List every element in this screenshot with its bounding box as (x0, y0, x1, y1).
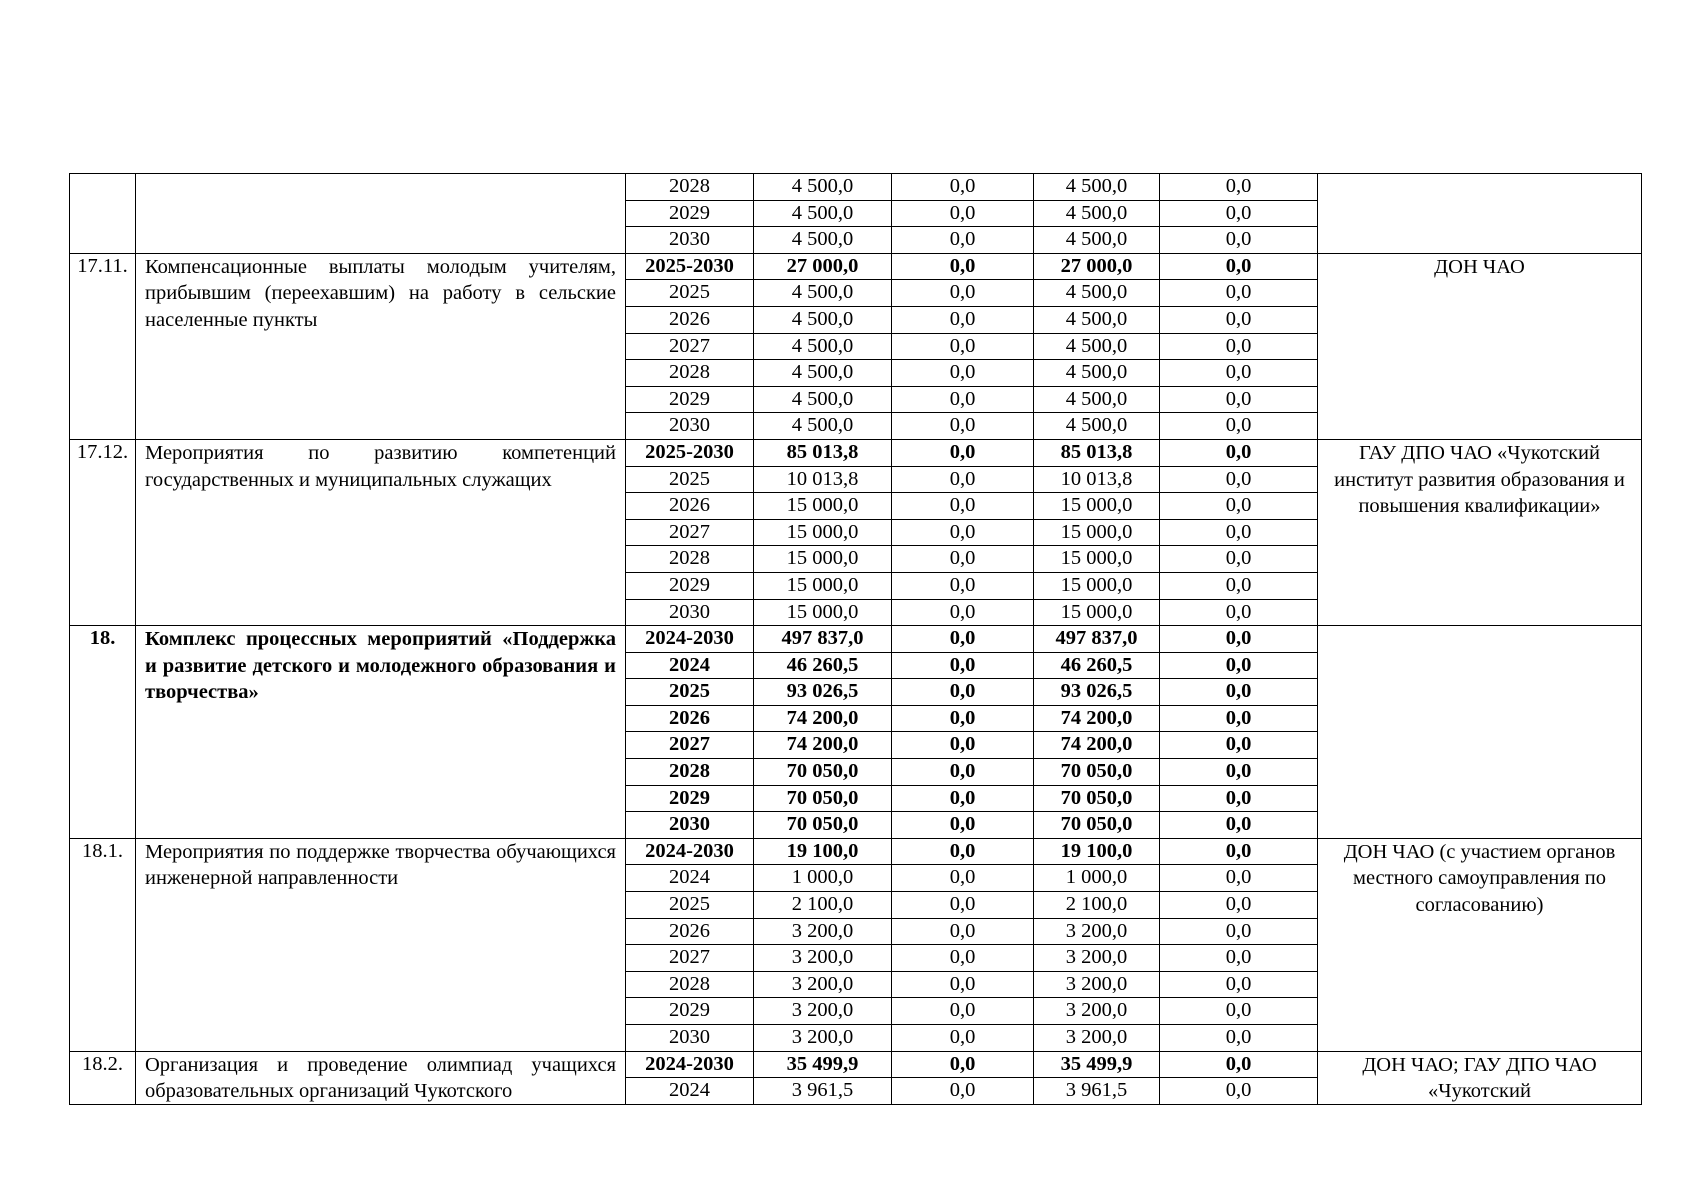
regional-budget-value: 2 100,0 (1034, 892, 1160, 919)
other-sources-value: 0,0 (1160, 812, 1318, 839)
other-sources-value: 0,0 (1160, 1025, 1318, 1052)
year-cell: 2029 (626, 998, 754, 1025)
other-sources-value: 0,0 (1160, 493, 1318, 520)
other-sources-value: 0,0 (1160, 333, 1318, 360)
other-sources-value: 0,0 (1160, 679, 1318, 706)
federal-budget-value: 0,0 (892, 466, 1034, 493)
regional-budget-value: 74 200,0 (1034, 732, 1160, 759)
other-sources-value: 0,0 (1160, 732, 1318, 759)
other-sources-value: 0,0 (1160, 253, 1318, 280)
regional-budget-value: 70 050,0 (1034, 785, 1160, 812)
federal-budget-value: 0,0 (892, 679, 1034, 706)
federal-budget-value: 0,0 (892, 626, 1034, 653)
total-value: 93 026,5 (754, 679, 892, 706)
year-cell: 2025 (626, 280, 754, 307)
regional-budget-value: 15 000,0 (1034, 599, 1160, 626)
executor (1318, 1051, 1642, 1104)
federal-budget-value: 0,0 (892, 280, 1034, 307)
federal-budget-value: 0,0 (892, 892, 1034, 919)
item-name-text: Комплекс процессных мероприятий «Поддержка и развитие детского и молодежного образования и творчества» (145, 628, 616, 704)
year-cell: 2030 (626, 1025, 754, 1052)
federal-budget-value: 0,0 (892, 1025, 1034, 1052)
federal-budget-value: 0,0 (892, 413, 1034, 440)
total-value: 19 100,0 (754, 838, 892, 865)
other-sources-value: 0,0 (1160, 785, 1318, 812)
other-sources-value: 0,0 (1160, 759, 1318, 786)
item-name-text: Мероприятия по развитию компетенций государственных и муниципальных служащих (145, 441, 616, 491)
other-sources-value: 0,0 (1160, 227, 1318, 254)
total-value: 4 500,0 (754, 413, 892, 440)
federal-budget-value: 0,0 (892, 572, 1034, 599)
regional-budget-value: 1 000,0 (1034, 865, 1160, 892)
table-body (70, 174, 1642, 1105)
other-sources-value: 0,0 (1160, 439, 1318, 466)
total-value: 4 500,0 (754, 306, 892, 333)
regional-budget-value: 35 499,9 (1034, 1051, 1160, 1078)
federal-budget-value: 0,0 (892, 652, 1034, 679)
other-sources-value: 0,0 (1160, 626, 1318, 653)
regional-budget-value: 3 200,0 (1034, 971, 1160, 998)
table-row (70, 1051, 1642, 1078)
regional-budget-value: 3 961,5 (1034, 1078, 1160, 1105)
executor (1318, 253, 1642, 439)
regional-budget-value: 15 000,0 (1034, 572, 1160, 599)
other-sources-value: 0,0 (1160, 865, 1318, 892)
year-cell: 2030 (626, 227, 754, 254)
total-value: 4 500,0 (754, 360, 892, 387)
other-sources-value: 0,0 (1160, 599, 1318, 626)
executor (1318, 626, 1642, 839)
federal-budget-value: 0,0 (892, 1078, 1034, 1105)
total-value: 70 050,0 (754, 812, 892, 839)
total-value: 46 260,5 (754, 652, 892, 679)
other-sources-value: 0,0 (1160, 838, 1318, 865)
total-value: 4 500,0 (754, 200, 892, 227)
regional-budget-value: 3 200,0 (1034, 1025, 1160, 1052)
regional-budget-value: 4 500,0 (1034, 386, 1160, 413)
federal-budget-value: 0,0 (892, 439, 1034, 466)
federal-budget-value: 0,0 (892, 918, 1034, 945)
year-cell: 2026 (626, 705, 754, 732)
federal-budget-value: 0,0 (892, 360, 1034, 387)
regional-budget-value: 4 500,0 (1034, 333, 1160, 360)
federal-budget-value: 0,0 (892, 227, 1034, 254)
regional-budget-value: 70 050,0 (1034, 759, 1160, 786)
other-sources-value: 0,0 (1160, 945, 1318, 972)
total-value: 3 200,0 (754, 918, 892, 945)
year-cell: 2030 (626, 413, 754, 440)
federal-budget-value: 0,0 (892, 759, 1034, 786)
total-value: 15 000,0 (754, 546, 892, 573)
year-cell: 2028 (626, 174, 754, 201)
item-name-text: Компенсационные выплаты молодым учителям, прибывшим (переехавшим) на работу в сельские населенные пункты (145, 255, 616, 331)
total-value: 15 000,0 (754, 493, 892, 520)
item-name (136, 253, 626, 439)
federal-budget-value: 0,0 (892, 333, 1034, 360)
year-cell: 2030 (626, 599, 754, 626)
year-cell: 2028 (626, 971, 754, 998)
year-cell: 2024-2030 (626, 1051, 754, 1078)
item-number: 18.2. (70, 1051, 136, 1104)
federal-budget-value: 0,0 (892, 838, 1034, 865)
total-value: 74 200,0 (754, 705, 892, 732)
federal-budget-value: 0,0 (892, 865, 1034, 892)
year-cell: 2025-2030 (626, 253, 754, 280)
year-cell: 2025-2030 (626, 439, 754, 466)
year-cell: 2024-2030 (626, 626, 754, 653)
executor-text: ДОН ЧАО; ГАУ ДПО ЧАО «Чукотский (1362, 1053, 1597, 1103)
year-cell: 2024-2030 (626, 838, 754, 865)
regional-budget-value: 15 000,0 (1034, 519, 1160, 546)
other-sources-value: 0,0 (1160, 280, 1318, 307)
regional-budget-value: 74 200,0 (1034, 705, 1160, 732)
total-value: 35 499,9 (754, 1051, 892, 1078)
item-name-text: Организация и проведение олимпиад учащихся образовательных организаций Чукотского (145, 1053, 616, 1103)
executor (1318, 838, 1642, 1051)
regional-budget-value: 4 500,0 (1034, 200, 1160, 227)
total-value: 3 200,0 (754, 945, 892, 972)
total-value: 3 200,0 (754, 998, 892, 1025)
total-value: 4 500,0 (754, 386, 892, 413)
other-sources-value: 0,0 (1160, 360, 1318, 387)
total-value: 70 050,0 (754, 785, 892, 812)
year-cell: 2025 (626, 679, 754, 706)
federal-budget-value: 0,0 (892, 812, 1034, 839)
year-cell: 2028 (626, 360, 754, 387)
regional-budget-value: 4 500,0 (1034, 413, 1160, 440)
year-cell: 2028 (626, 759, 754, 786)
year-cell: 2025 (626, 466, 754, 493)
federal-budget-value: 0,0 (892, 945, 1034, 972)
regional-budget-value: 46 260,5 (1034, 652, 1160, 679)
federal-budget-value: 0,0 (892, 785, 1034, 812)
item-number: 17.11. (70, 253, 136, 439)
year-cell: 2025 (626, 892, 754, 919)
executor (1318, 174, 1642, 254)
year-cell: 2024 (626, 1078, 754, 1105)
total-value: 4 500,0 (754, 280, 892, 307)
year-cell: 2027 (626, 732, 754, 759)
item-name (136, 439, 626, 625)
total-value: 4 500,0 (754, 333, 892, 360)
federal-budget-value: 0,0 (892, 971, 1034, 998)
year-cell: 2030 (626, 812, 754, 839)
federal-budget-value: 0,0 (892, 174, 1034, 201)
federal-budget-value: 0,0 (892, 1051, 1034, 1078)
federal-budget-value: 0,0 (892, 386, 1034, 413)
item-name (136, 838, 626, 1051)
year-cell: 2026 (626, 493, 754, 520)
regional-budget-value: 3 200,0 (1034, 945, 1160, 972)
executor-text: ДОН ЧАО (1434, 255, 1525, 278)
table-row (70, 838, 1642, 865)
federal-budget-value: 0,0 (892, 705, 1034, 732)
other-sources-value: 0,0 (1160, 306, 1318, 333)
other-sources-value: 0,0 (1160, 892, 1318, 919)
year-cell: 2029 (626, 785, 754, 812)
regional-budget-value: 3 200,0 (1034, 998, 1160, 1025)
total-value: 497 837,0 (754, 626, 892, 653)
table-row (70, 626, 1642, 653)
regional-budget-value: 4 500,0 (1034, 227, 1160, 254)
year-cell: 2029 (626, 572, 754, 599)
other-sources-value: 0,0 (1160, 466, 1318, 493)
other-sources-value: 0,0 (1160, 413, 1318, 440)
other-sources-value: 0,0 (1160, 572, 1318, 599)
regional-budget-value: 15 000,0 (1034, 546, 1160, 573)
executor-text: ДОН ЧАО (с участием органов местного самоуправления по согласованию) (1343, 840, 1616, 917)
regional-budget-value: 4 500,0 (1034, 280, 1160, 307)
federal-budget-value: 0,0 (892, 519, 1034, 546)
other-sources-value: 0,0 (1160, 546, 1318, 573)
year-cell: 2026 (626, 918, 754, 945)
federal-budget-value: 0,0 (892, 732, 1034, 759)
other-sources-value: 0,0 (1160, 998, 1318, 1025)
other-sources-value: 0,0 (1160, 519, 1318, 546)
federal-budget-value: 0,0 (892, 253, 1034, 280)
item-name (136, 174, 626, 254)
year-cell: 2027 (626, 519, 754, 546)
federal-budget-value: 0,0 (892, 998, 1034, 1025)
executor-text: ГАУ ДПО ЧАО «Чукотский институт развития образования и повышения квалификации» (1334, 441, 1625, 518)
other-sources-value: 0,0 (1160, 1078, 1318, 1105)
federal-budget-value: 0,0 (892, 306, 1034, 333)
item-number: 17.12. (70, 439, 136, 625)
regional-budget-value: 85 013,8 (1034, 439, 1160, 466)
table-row (70, 253, 1642, 280)
other-sources-value: 0,0 (1160, 386, 1318, 413)
total-value: 70 050,0 (754, 759, 892, 786)
item-name (136, 626, 626, 839)
regional-budget-value: 4 500,0 (1034, 360, 1160, 387)
program-financing-table (69, 173, 1642, 1105)
other-sources-value: 0,0 (1160, 652, 1318, 679)
total-value: 15 000,0 (754, 572, 892, 599)
year-cell: 2024 (626, 865, 754, 892)
year-cell: 2027 (626, 945, 754, 972)
item-name (136, 1051, 626, 1104)
total-value: 15 000,0 (754, 519, 892, 546)
total-value: 27 000,0 (754, 253, 892, 280)
total-value: 4 500,0 (754, 174, 892, 201)
regional-budget-value: 4 500,0 (1034, 306, 1160, 333)
regional-budget-value: 4 500,0 (1034, 174, 1160, 201)
total-value: 85 013,8 (754, 439, 892, 466)
other-sources-value: 0,0 (1160, 705, 1318, 732)
total-value: 10 013,8 (754, 466, 892, 493)
table-row (70, 174, 1642, 201)
regional-budget-value: 15 000,0 (1034, 493, 1160, 520)
total-value: 3 200,0 (754, 971, 892, 998)
year-cell: 2026 (626, 306, 754, 333)
federal-budget-value: 0,0 (892, 493, 1034, 520)
total-value: 3 200,0 (754, 1025, 892, 1052)
total-value: 3 961,5 (754, 1078, 892, 1105)
year-cell: 2028 (626, 546, 754, 573)
other-sources-value: 0,0 (1160, 1051, 1318, 1078)
regional-budget-value: 3 200,0 (1034, 918, 1160, 945)
federal-budget-value: 0,0 (892, 599, 1034, 626)
year-cell: 2027 (626, 333, 754, 360)
federal-budget-value: 0,0 (892, 200, 1034, 227)
regional-budget-value: 10 013,8 (1034, 466, 1160, 493)
regional-budget-value: 19 100,0 (1034, 838, 1160, 865)
other-sources-value: 0,0 (1160, 200, 1318, 227)
other-sources-value: 0,0 (1160, 174, 1318, 201)
total-value: 1 000,0 (754, 865, 892, 892)
other-sources-value: 0,0 (1160, 971, 1318, 998)
executor (1318, 439, 1642, 625)
regional-budget-value: 497 837,0 (1034, 626, 1160, 653)
item-number: 18.1. (70, 838, 136, 1051)
other-sources-value: 0,0 (1160, 918, 1318, 945)
regional-budget-value: 93 026,5 (1034, 679, 1160, 706)
year-cell: 2029 (626, 200, 754, 227)
total-value: 2 100,0 (754, 892, 892, 919)
federal-budget-value: 0,0 (892, 546, 1034, 573)
year-cell: 2024 (626, 652, 754, 679)
total-value: 74 200,0 (754, 732, 892, 759)
year-cell: 2029 (626, 386, 754, 413)
regional-budget-value: 70 050,0 (1034, 812, 1160, 839)
regional-budget-value: 27 000,0 (1034, 253, 1160, 280)
total-value: 15 000,0 (754, 599, 892, 626)
table-row (70, 439, 1642, 466)
total-value: 4 500,0 (754, 227, 892, 254)
item-name-text: Мероприятия по поддержке творчества обучающихся инженерной направленности (145, 840, 616, 890)
item-number: 18. (70, 626, 136, 839)
item-number (70, 174, 136, 254)
